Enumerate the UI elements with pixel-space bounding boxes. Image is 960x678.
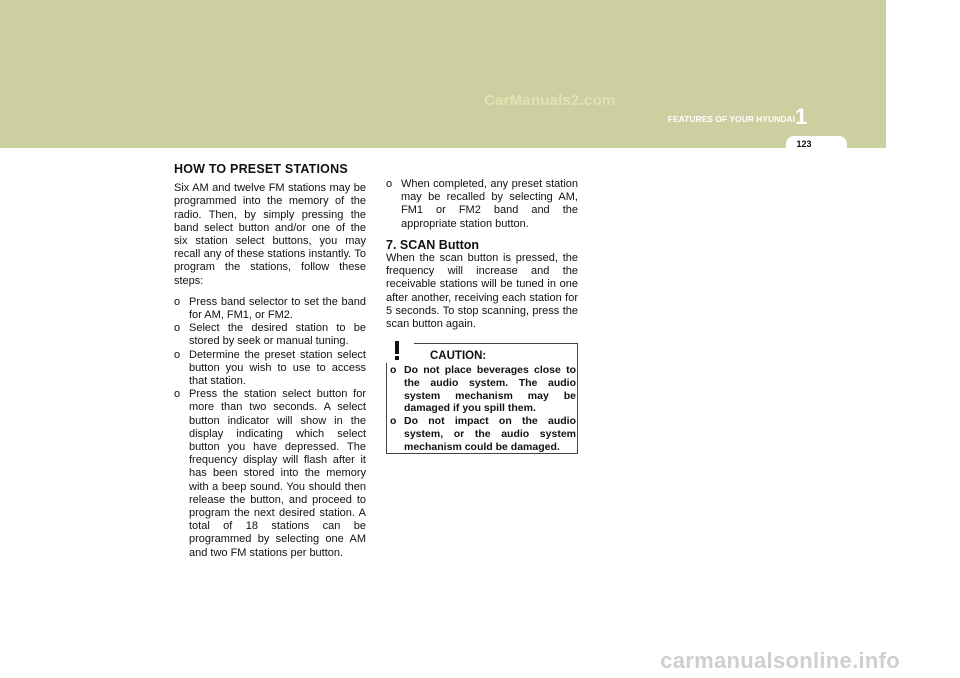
list-item — [174, 296, 366, 322]
intro-paragraph: Six AM and twelve FM stations may be programmed into the memory of the radio. Then, by simply pressing the band select button and/or one of the six station select buttons, you may recall any of these stations instantly. To program the stations, follow these steps: — [174, 182, 366, 287]
list-item — [174, 349, 366, 389]
bullet-marker: o — [386, 178, 393, 190]
scan-paragraph: When the scan button is pressed, the frequency will increase and the receivable stations will be tuned in one after another, receiving each station for 5 seconds. To stop scanning, press the scan button again. — [386, 252, 578, 331]
completion-list — [386, 178, 578, 231]
chapter-number: 1 — [795, 104, 808, 129]
steps-list — [174, 296, 366, 560]
list-item — [390, 364, 576, 415]
completion-text: When completed, any preset station may be recalled by selecting AM, FM1 or FM2 band and the appropriate station button. — [401, 178, 578, 230]
caution-text: Do not place beverages close to the audio system. The audio system mechanism may be damaged if you spill them. — [404, 364, 576, 415]
footer-watermark[interactable]: carmanualsonline.info — [660, 648, 900, 673]
caution-text: Do not impact on the audio system, or the audio system mechanism could be damaged. — [404, 415, 576, 453]
list-item — [174, 322, 366, 348]
watermark-link[interactable]: CarManuals2.com — [484, 92, 616, 109]
step-text: Determine the preset station select button you wish to use to access that station. — [189, 348, 366, 388]
bullet-marker: o — [390, 415, 397, 428]
header-band — [0, 0, 886, 148]
page-number: 123 — [796, 139, 812, 149]
list-item — [386, 178, 578, 231]
bullet-marker: o — [174, 388, 181, 401]
bullet-marker: o — [174, 322, 181, 335]
right-column — [386, 178, 578, 331]
caution-title: CAUTION: — [430, 350, 487, 362]
warning-triangle-icon — [380, 333, 414, 363]
bullet-marker: o — [174, 348, 181, 361]
scan-heading: 7. SCAN Button — [386, 237, 480, 252]
bullet-marker: o — [390, 364, 397, 376]
step-text: Press the station select button for more than two seconds. A select button indicator will show in the display indicating which select button you have depressed. The frequency display will flash after it has been stored into the memory with a beep sound. You should then release the button, and proceed to program the next desired station. A total of 18 stations can be programmed by selecting one AM and two FM stations per button. — [189, 388, 366, 559]
section-heading: HOW TO PRESET STATIONS — [174, 162, 348, 176]
step-text: Select the desired station to be stored by seek or manual tuning. — [189, 322, 366, 348]
section-title: FEATURES OF YOUR HYUNDAI — [667, 114, 795, 124]
step-text: Press band selector to set the band for AM, FM1, or FM2. — [189, 295, 366, 322]
caution-list — [390, 364, 576, 454]
left-column — [174, 163, 366, 560]
list-item — [174, 388, 366, 560]
list-item — [390, 415, 576, 453]
bullet-marker: o — [174, 295, 181, 308]
